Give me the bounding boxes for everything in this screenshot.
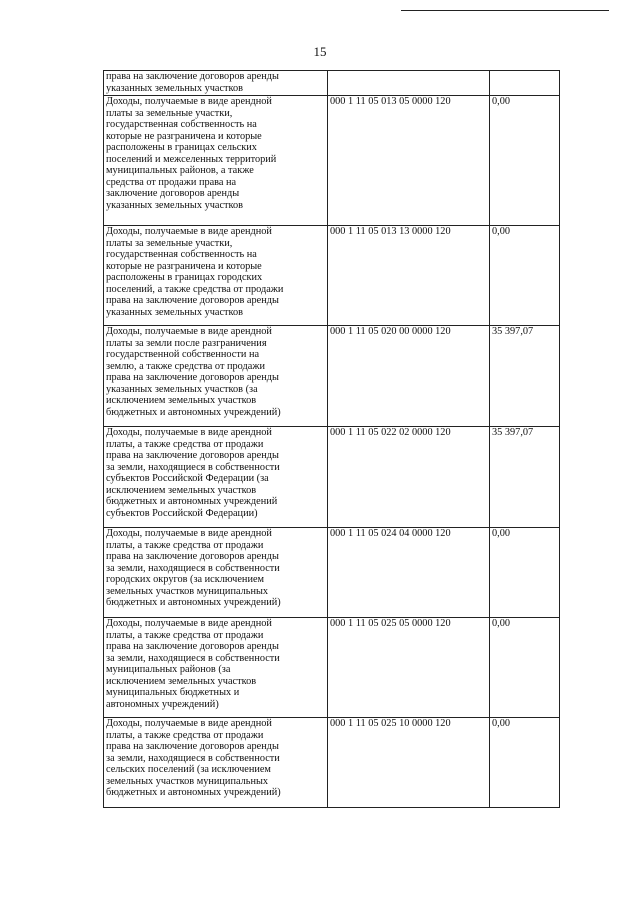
amount: 35 397,07 <box>490 427 560 528</box>
revenue-description: права на заключение договоров аренды указанных земельных участков <box>104 71 328 96</box>
amount: 0,00 <box>490 226 560 326</box>
table-row <box>104 427 560 528</box>
amount: 0,00 <box>490 528 560 618</box>
revenue-description: Доходы, получаемые в виде арендной платы, а также средства от продажи права на заключение договоров аренды за земли, находящиеся в собственности городских округов (за исключением земельных участков муниципальных бюджетных и автономных учреждений) <box>104 528 328 618</box>
budget-code <box>328 71 490 96</box>
table-row <box>104 528 560 618</box>
table-row <box>104 618 560 718</box>
budget-code: 000 1 11 05 013 13 0000 120 <box>328 226 490 326</box>
budget-code: 000 1 11 05 025 10 0000 120 <box>328 718 490 808</box>
table-row <box>104 718 560 808</box>
table-row <box>104 96 560 226</box>
budget-code: 000 1 11 05 022 02 0000 120 <box>328 427 490 528</box>
revenue-description: Доходы, получаемые в виде арендной платы за земельные участки, государственная собственность на которые не разграничена и которые расположены в границах городских поселений, а также средства от продажи права на заключение договоров аренды указанных земельных участков <box>104 226 328 326</box>
budget-code: 000 1 11 05 024 04 0000 120 <box>328 528 490 618</box>
revenue-description: Доходы, получаемые в виде арендной платы, а также средства от продажи права на заключение договоров аренды за земли, находящиеся в собственности сельских поселений (за исключением земельных участков муниципальных бюджетных и автономных учреждений) <box>104 718 328 808</box>
budget-code: 000 1 11 05 013 05 0000 120 <box>328 96 490 226</box>
revenue-description: Доходы, получаемые в виде арендной платы, а также средства от продажи права на заключение договоров аренды за земли, находящиеся в собственности субъектов Российской Федерации (за исключением земельных участков бюджетных и автономных учреждений субъектов Российской Федерации) <box>104 427 328 528</box>
table-row <box>104 71 560 96</box>
amount: 0,00 <box>490 96 560 226</box>
revenue-description: Доходы, получаемые в виде арендной платы за земельные участки, государственная собственность на которые не разграничена и которые расположены в границах сельских поселений и межселенных территорий муниципальных районов, а также средства от продажи права на заключение договоров аренды указанных земельных участков <box>104 96 328 226</box>
amount: 35 397,07 <box>490 326 560 427</box>
amount: 0,00 <box>490 618 560 718</box>
table-row <box>104 326 560 427</box>
table-row <box>104 226 560 326</box>
budget-code: 000 1 11 05 025 05 0000 120 <box>328 618 490 718</box>
page-number: 15 <box>313 44 327 59</box>
revenue-description: Доходы, получаемые в виде арендной платы, а также средства от продажи права на заключение договоров аренды за земли, находящиеся в собственности муниципальных районов (за исключением земельных участков муниципальных бюджетных и автономных учреждений) <box>104 618 328 718</box>
amount <box>490 71 560 96</box>
revenue-table <box>103 70 560 808</box>
budget-code: 000 1 11 05 020 00 0000 120 <box>328 326 490 427</box>
amount: 0,00 <box>490 718 560 808</box>
revenue-description: Доходы, получаемые в виде арендной платы за земли после разграничения государственной собственности на землю, а также средства от продажи права на заключение договоров аренды указанных земельных участков (за исключением земельных участков бюджетных и автономных учреждений) <box>104 326 328 427</box>
header-rule <box>401 10 609 11</box>
